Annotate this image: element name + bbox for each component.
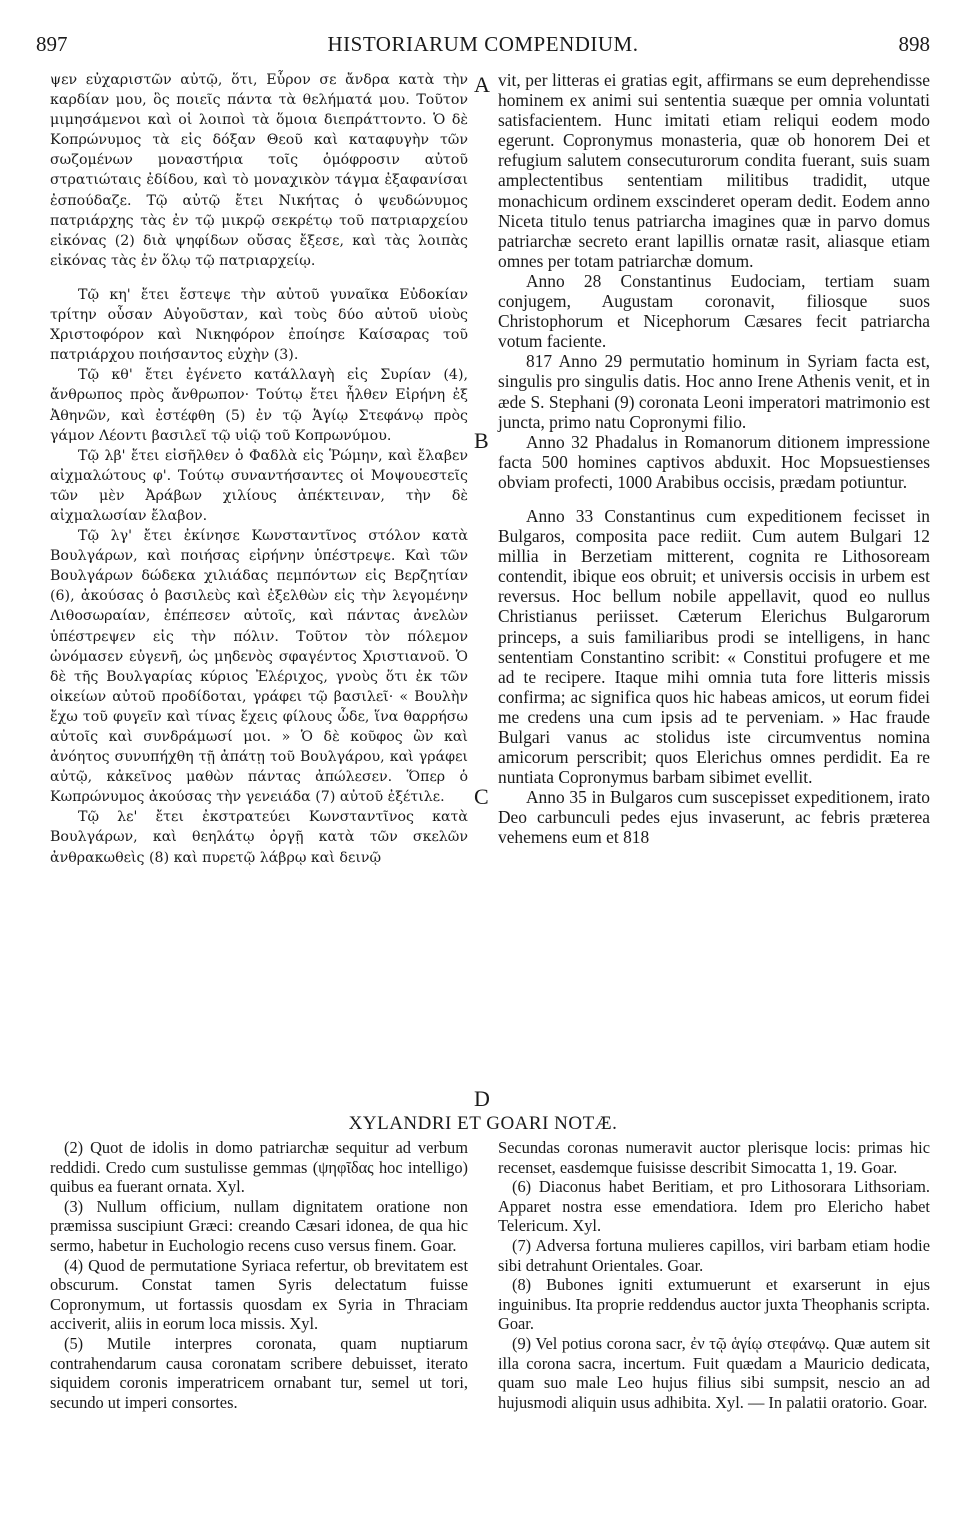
margin-marker-d: D xyxy=(474,1086,490,1111)
notes-heading: XYLANDRI ET GOARI NOTÆ. xyxy=(348,1113,618,1134)
greek-paragraph: ψεν εὐχαριστῶν αὐτῷ, ὅτι, Εὗρον σε ἄνδρα κατὰ τὴν καρδίαν μου, ὃς ποιεῖς πάντα τὰ θελήματά μου. Τοῦτον μιμησάμενοι καὶ οἱ λοιποὶ τὰ ὅμοια διεπράττοντο. Ὁ δὲ Κοπρώνυμος τὰ εἰς δόξαν Θεοῦ καὶ καταφυγὴν τῶν σωζομένων μοναστήρια τοῖς ὁμόφροσιν αὐτοῦ στρατιώταις ἐδίδου, καὶ τὸ μοναχικὸν τάγμα ἐξαφανίσαι ἐσπούδαζε. Τῷ αὐτῷ ἔτει Νικήτας ὁ ψευδώνυμος πατριάρχης τὰς ἐν τῷ μικρῷ σεκρέτῳ τοῦ πατριαρχείου εἰκόνας (2) διὰ ψηφίδων οὔσας ἔξεσε, καὶ τὰς λοιπὰς εἰκόνας τὰς ἐν ὅλῳ τῷ πατριαρχείῳ. xyxy=(50,72,468,269)
footnote: (9) Vel potius corona sacr, ἐν τῷ ἁγίῳ στεφάνῳ. Quæ autem sit illa corona sacra, incertum. Fuit quædam a Mauricio dedicata, quam suo male Leo hujus filius sibi sumpsit, nescio an ad hujusmodi aliquin usus adhibita. Xyl. — In palatii oratorio. Goar. xyxy=(498,1333,930,1412)
page-number-left: 897 xyxy=(36,32,68,56)
latin-paragraph: vit, per litteras ei gratias egit, affirmans se eum deprehendisse hominem ex animi sui sententia suæque per omnia voluntati satisfacientem. Hunc imitati etiam reliqui eodem modo egerunt. Copronymus monasteria, quæ ob honorem Dei et refugium salutem consecuturorum condita fuerant, suis suam amplectentibus sententiam militibus tradidit, utque monachicum ordinem exscinderet operam dedit. Eodem anno Niceta titulo tenus patriarcha imagines quæ in parvo domus patriarchæ secreto erant lapillis ornatæ rasit, aliasque etiam omnes per totam patriarchæ domum. xyxy=(498,70,930,271)
page-header xyxy=(36,32,930,58)
page-number-right: 898 xyxy=(898,32,930,56)
margin-marker-c: C xyxy=(474,784,489,809)
margin-marker-a: A xyxy=(474,72,490,97)
notes-column-right xyxy=(498,1138,930,1412)
latin-paragraph: Anno 28 Constantinus Eudociam, tertiam suam conjugem, Augustam coronavit, filiosque suos Christophorum et Nicephorum Cæsares fecit patriarcha votum faciente. xyxy=(498,270,930,352)
greek-paragraph: Τῷ λγ' ἔτει ἐκίνησε Κωνσταντῖνος στόλον κατὰ Βουλγάρων, καὶ ποιήσας εἰρήνην ὑπέστρεψε. Καὶ τῶν Βουλγάρων δώδεκα χιλιάδας πεμπόντων εἰς Βερζητίαν (6), ἀκούσας ὁ βασιλεὺς καὶ ἐξελθὼν εἰς τὴν λεγομένην Λιθοσωραίαν, ἐπέπεσεν αὐτοῖς, καὶ πάντας ἀνελὼν ὑπέστρεψεν εἰς τὴν πόλιν. Τοῦτον τὸν πόλεμον ὠνόμασεν εὐγενῆ, ὡς μηδενὸς σφαγέντος Χριστιανοῦ. Ὁ δὲ τῆς Βουλγαρίας κύριος Ἐλέριχος, γνοὺς ὅτι ἐκ τῶν οἰκείων αὐτοῦ προδίδοται, γράφει τῷ βασιλεῖ· « Βουλὴν ἔχω τοῦ φυγεῖν καὶ τίνας ἔχεις φίλους ὧδε, ἵνα θαρρήσω αὐτοῖς καὶ συνδράμωσί μοι. » Ὁ δὲ κοῦφος ὢν καὶ ἀνόητος συνυπήχθη τῇ ἀπάτῃ τοῦ Βουλγάρου, καὶ γράφει αὐτῷ, κἀκεῖνος μαθὼν πάντας ἀπώλεσεν. Ὅπερ ὁ Κωπρώνυμος ἀκούσας τὴν γενειάδα (7) αὐτοῦ ἐξέτιλε. xyxy=(50,528,468,806)
latin-paragraph: Anno 33 Constantinus cum expeditionem fecisset in Bulgaros, composita pace rediit. Cum autem Bulgari 12 millia in Berzetiam mitterent, cognita re Lithosoream contendit, ibique eos obruit; et universis occisis in urbem est reversus. Hoc bellum nobile appellavit, quod eo nullus Christianus periisset. Cæterum Elerichus Bulgarorum princeps, a suis familiaribus prodi se intelligens, in hanc sententiam Constantino scribit: « Constitui profugere et me ad te recipere. Itaque mihi omnia tuta fore litteris missis confirma; ac significa quos hic habeas amicos, ut eorum fidei me credens una cum ipsis ad te perveniam. » Hac fraude Bulgari vanus ac stolidus iste circumventus nomina amicorum perscribit; quos Elerichus omnes perdidit. Ea re nuntiata Copronymus barbam sibimet evellit. xyxy=(498,505,930,788)
greek-paragraph: Τῷ κη' ἔτει ἔστεψε τὴν αὐτοῦ γυναῖκα Εὐδοκίαν τρίτην οὖσαν Αὐγοῦσταν, καὶ τοὺς δύο αὐτοῦ υἱοὺς Χριστοφόρον καὶ Νικηφόρον ἐποίησε Καίσαρας τοῦ πατριάρχου ποιήσαντος εὐχὴν (3). xyxy=(50,286,468,364)
footnote: (5) Mutile interpres coronata, quam nuptiarum contrahendarum causa coronatam scribere debuisset, iterato siquidem coronis imperatricem ornabant tur, semel ut tori, secundo ut imperi consortes. xyxy=(50,1333,468,1412)
footnote: (3) Nullum officium, nullam dignitatem orationе non præmissa suscipiunt Græci: creando Cæsari idonea, de qua hic sermo, habetur in Euchologio recens cuso versus finem. Goar. xyxy=(50,1196,468,1255)
latin-text-column xyxy=(498,70,930,848)
running-title: HISTORIARUM COMPENDIUM. xyxy=(327,32,639,56)
footnote: (7) Adversa fortuna mulieres capillos, viri barbam etiam hodie sibi detrahunt Orientales. Goar. xyxy=(498,1235,930,1275)
greek-paragraph: Τῷ λβ' ἔτει εἰσῆλθεν ὁ Φαδλὰ εἰς Ῥώμην, καὶ ἔλαβεν αἰχμαλώτους φ'. Τούτῳ συναντήσαντες οἱ Μοψουεστεῖς τῶν μὲν Ἀράβων χιλίους ἀπέκτειναν, τὴν δὲ αἰχμαλωσίαν ἔλαβον. xyxy=(50,447,468,524)
footnote: (6) Diaconus habet Beritiam, et pro Lithosorara Lithsoriam. Apparet nostra esse emendatiora. Idem pro Elericho habet Telericum. Xyl. xyxy=(498,1177,930,1236)
margin-marker-b: B xyxy=(474,428,489,453)
footnote: (4) Quod de permutatione Syriaca refertur, ob brevitatem est obscurum. Constat tamen Syris delectatum fuisse Copronymum, ut fortassis quosdam ex Syria in Thraciam acciverit, aliis in eorum loca missis. Xyl. xyxy=(50,1255,468,1334)
footnote: Secundas coronas numeravit auctor plerisque locis: primas hic recenset, easdemque fuisisse describit Simocatta 1, 19. Goar. xyxy=(498,1138,930,1177)
latin-paragraph: Anno 35 in Bulgaros cum suscepisset expeditionem, irato Deo carbunculi pedes ejus invaserunt, ac febris præterea vehemens eum et 818 xyxy=(498,787,930,848)
latin-paragraph: 817 Anno 29 permutatio hominum in Syriam facta est, singulis pro singulis datis. Hoc anno Irene Athenis venit, et in æde S. Stephani (9) coronata Leoni imperatori matrimonio est juncta, primo natu Copronymi filio. xyxy=(498,351,930,432)
greek-paragraph: Τῷ λε' ἔτει ἐκστρατεύει Κωνσταντῖνος κατὰ Βουλγάρων, καὶ θεηλάτῳ ὀργῇ κατὰ τῶν σκελῶν ἀνθρακωθεὶς (8) καὶ πυρετῷ λάβρῳ καὶ δεινῷ xyxy=(50,809,468,866)
greek-paragraph: Τῷ κθ' ἔτει ἐγένετο κατάλλαγὴ εἰς Συρίαν (4), ἄνθρωπος πρὸς ἄνθρωπον· Τούτῳ ἔτει ἦλθεν Εἰρήνη ἐξ Ἀθηνῶν, καὶ ἐστέφθη (5) ἐν τῷ Ἁγίῳ Στεφάνῳ πρὸς γάμον Λέοντι βασιλεῖ τῷ υἱῷ τοῦ Κοπρωνύμου. xyxy=(50,367,468,444)
footnote: (8) Bubones igniti extumuerunt et exarserunt in ejus inguinibus. Ita proprie reddendus auctor juxta Theophanis scripta. Goar. xyxy=(498,1275,930,1334)
footnote: (2) Quot de idolis in domo patriarchæ sequitur ad verbum reddidi. Credo cum sustulisse gemmas (ψηφῖδας hoc intelligo) quibus ea fuerant ornata. Xyl. xyxy=(50,1138,468,1197)
latin-paragraph: Anno 32 Phadalus in Romanorum ditionem impressione facta 500 homines captivos abduxit. Hoc Mopsuestienses obviam profecti, 1000 Arabibus occisis, prædam potiuntur. xyxy=(498,431,930,492)
greek-text-column xyxy=(50,70,468,868)
notes-column-left xyxy=(50,1138,468,1412)
